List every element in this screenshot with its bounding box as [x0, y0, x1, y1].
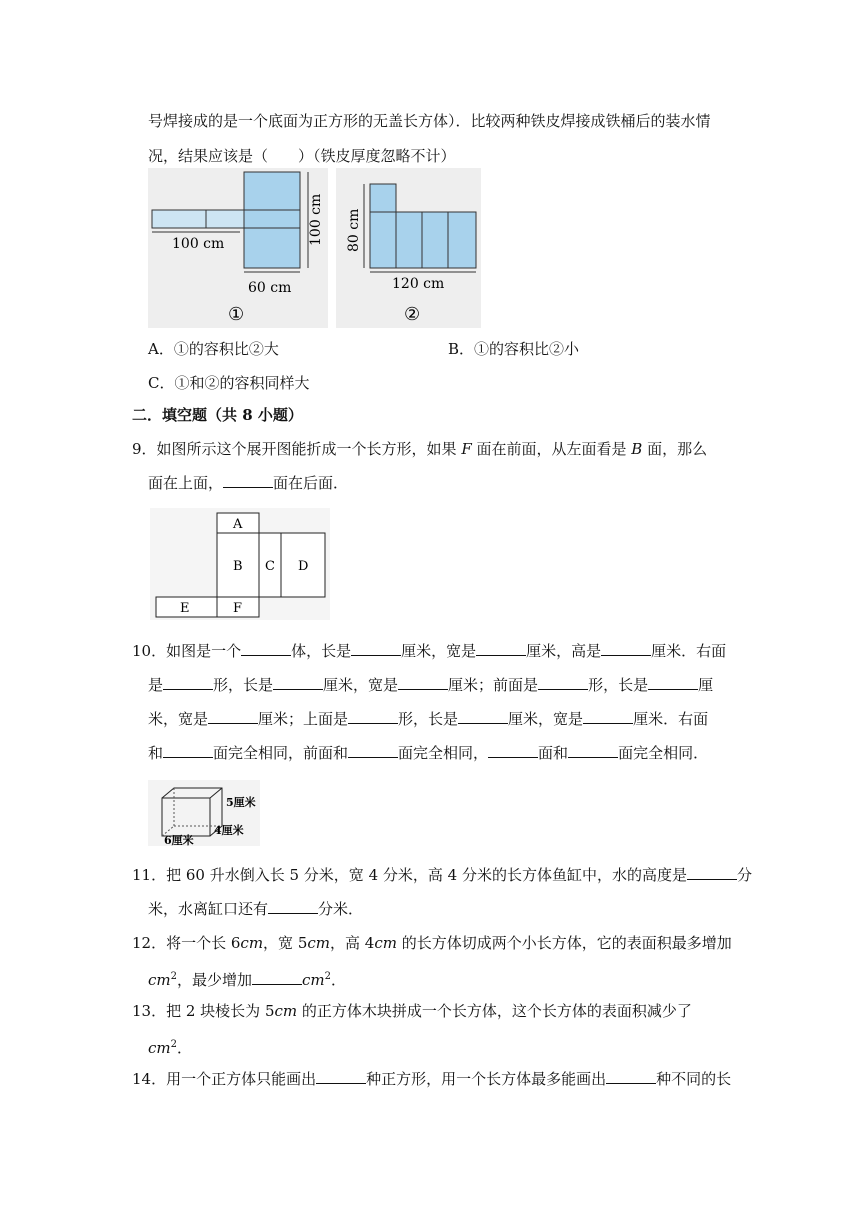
- q10-cuboid-figure: [148, 780, 260, 846]
- cuboid-length-label: 6厘米: [164, 834, 194, 846]
- cuboid-width-label: 4厘米: [214, 824, 244, 837]
- answer-blank[interactable]: [538, 675, 588, 690]
- answer-blank[interactable]: [476, 641, 526, 656]
- q8-option-c: C．①和②的容积同样大: [148, 374, 310, 392]
- answer-blank[interactable]: [398, 675, 448, 690]
- answer-blank[interactable]: [568, 743, 618, 758]
- q8-figure-2: [336, 168, 481, 328]
- answer-blank[interactable]: [208, 709, 258, 724]
- net-c-label: C: [265, 559, 275, 574]
- answer-blank[interactable]: [351, 641, 401, 656]
- q14-line1: 14．用一个正方体只能画出 种正方形，用一个长方体最多能画出 种不同的长: [132, 1070, 732, 1088]
- q10-line4: 和 面完全相同，前面和 面完全相同， 面和 面完全相同．: [148, 744, 709, 762]
- net-e-label: E: [180, 601, 190, 616]
- answer-blank[interactable]: [458, 709, 508, 724]
- answer-blank[interactable]: [268, 899, 318, 914]
- q12-line1: 12．将一个长 6cm，宽 5cm，高 4cm 的长方体切成两个小长方体，它的表面积最多增加: [132, 934, 732, 952]
- answer-blank[interactable]: [223, 473, 273, 488]
- answer-blank[interactable]: [348, 709, 398, 724]
- q11-line1: 11．把 60 升水倒入长 5 分米，宽 4 分米，高 4 分米的长方体鱼缸中，水的高度是 分: [132, 866, 752, 884]
- q12-line2: $cm^2$，最少增加 $cm^2$．: [148, 971, 347, 989]
- answer-blank[interactable]: [163, 743, 213, 758]
- answer-blank[interactable]: [648, 675, 698, 690]
- q8-option-a: A．①的容积比②大: [148, 340, 279, 358]
- net-d-label: D: [298, 559, 309, 574]
- fig2-circle-label: ②: [404, 304, 421, 325]
- answer-blank[interactable]: [687, 865, 737, 880]
- fig1-len-label: 100 cm: [172, 236, 225, 252]
- answer-blank[interactable]: [601, 641, 651, 656]
- net-f-label: F: [233, 601, 243, 616]
- q8-figure-1: [148, 168, 328, 328]
- q9-line1: 9．如图所示这个展开图能折成一个长方形，如果 F 面在前面，从左面看是 B 面，那么: [132, 440, 708, 458]
- q9-net-figure: [150, 508, 330, 620]
- fig2-height-label: 80 cm: [346, 208, 362, 252]
- answer-blank[interactable]: [316, 1069, 366, 1084]
- answer-blank[interactable]: [273, 675, 323, 690]
- answer-blank[interactable]: [583, 709, 633, 724]
- q8-line2: 况，结果应该是（ ）（铁皮厚度忽略不计）: [148, 147, 456, 165]
- q9-line2: 面在上面， 面在后面．: [148, 474, 349, 492]
- q8-line1: 号焊接成的是一个底面为正方形的无盖长方体）．比较两种铁皮焊接成铁桶后的装水情: [148, 112, 711, 130]
- net-a-label: A: [233, 517, 243, 532]
- fig2-width-label: 120 cm: [392, 276, 445, 292]
- fig1-height-label: 100 cm: [308, 193, 324, 246]
- answer-blank[interactable]: [606, 1069, 656, 1084]
- answer-blank[interactable]: [241, 641, 291, 656]
- q10-line2: 是 形，长是 厘米，宽是 厘米；前面是 形，长是 厘: [148, 676, 714, 694]
- answer-blank[interactable]: [488, 743, 538, 758]
- q8-option-b: B．①的容积比②小: [448, 340, 580, 358]
- q13-line1: 13．把 2 块棱长为 5cm 的正方体木块拼成一个长方体，这个长方体的表面积减少了: [132, 1002, 692, 1020]
- section-heading: 二．填空题（共 8 小题）: [132, 406, 303, 424]
- q13-line2: $cm^2$．: [148, 1039, 193, 1057]
- net-b-label: B: [233, 559, 243, 574]
- answer-blank[interactable]: [252, 970, 302, 985]
- q11-line2: 米，水离缸口还有 分米．: [148, 900, 364, 918]
- fig1-width-label: 60 cm: [248, 280, 292, 296]
- answer-blank[interactable]: [163, 675, 213, 690]
- q10-line1: 10．如图是一个 体，长是 厘米，宽是 厘米，高是 厘米．右面: [132, 642, 727, 660]
- q10-line3: 米，宽是 厘米；上面是 形，长是 厘米，宽是 厘米．右面: [148, 710, 709, 728]
- fig1-circle-label: ①: [228, 304, 245, 325]
- cuboid-height-label: 5厘米: [226, 796, 256, 809]
- answer-blank[interactable]: [348, 743, 398, 758]
